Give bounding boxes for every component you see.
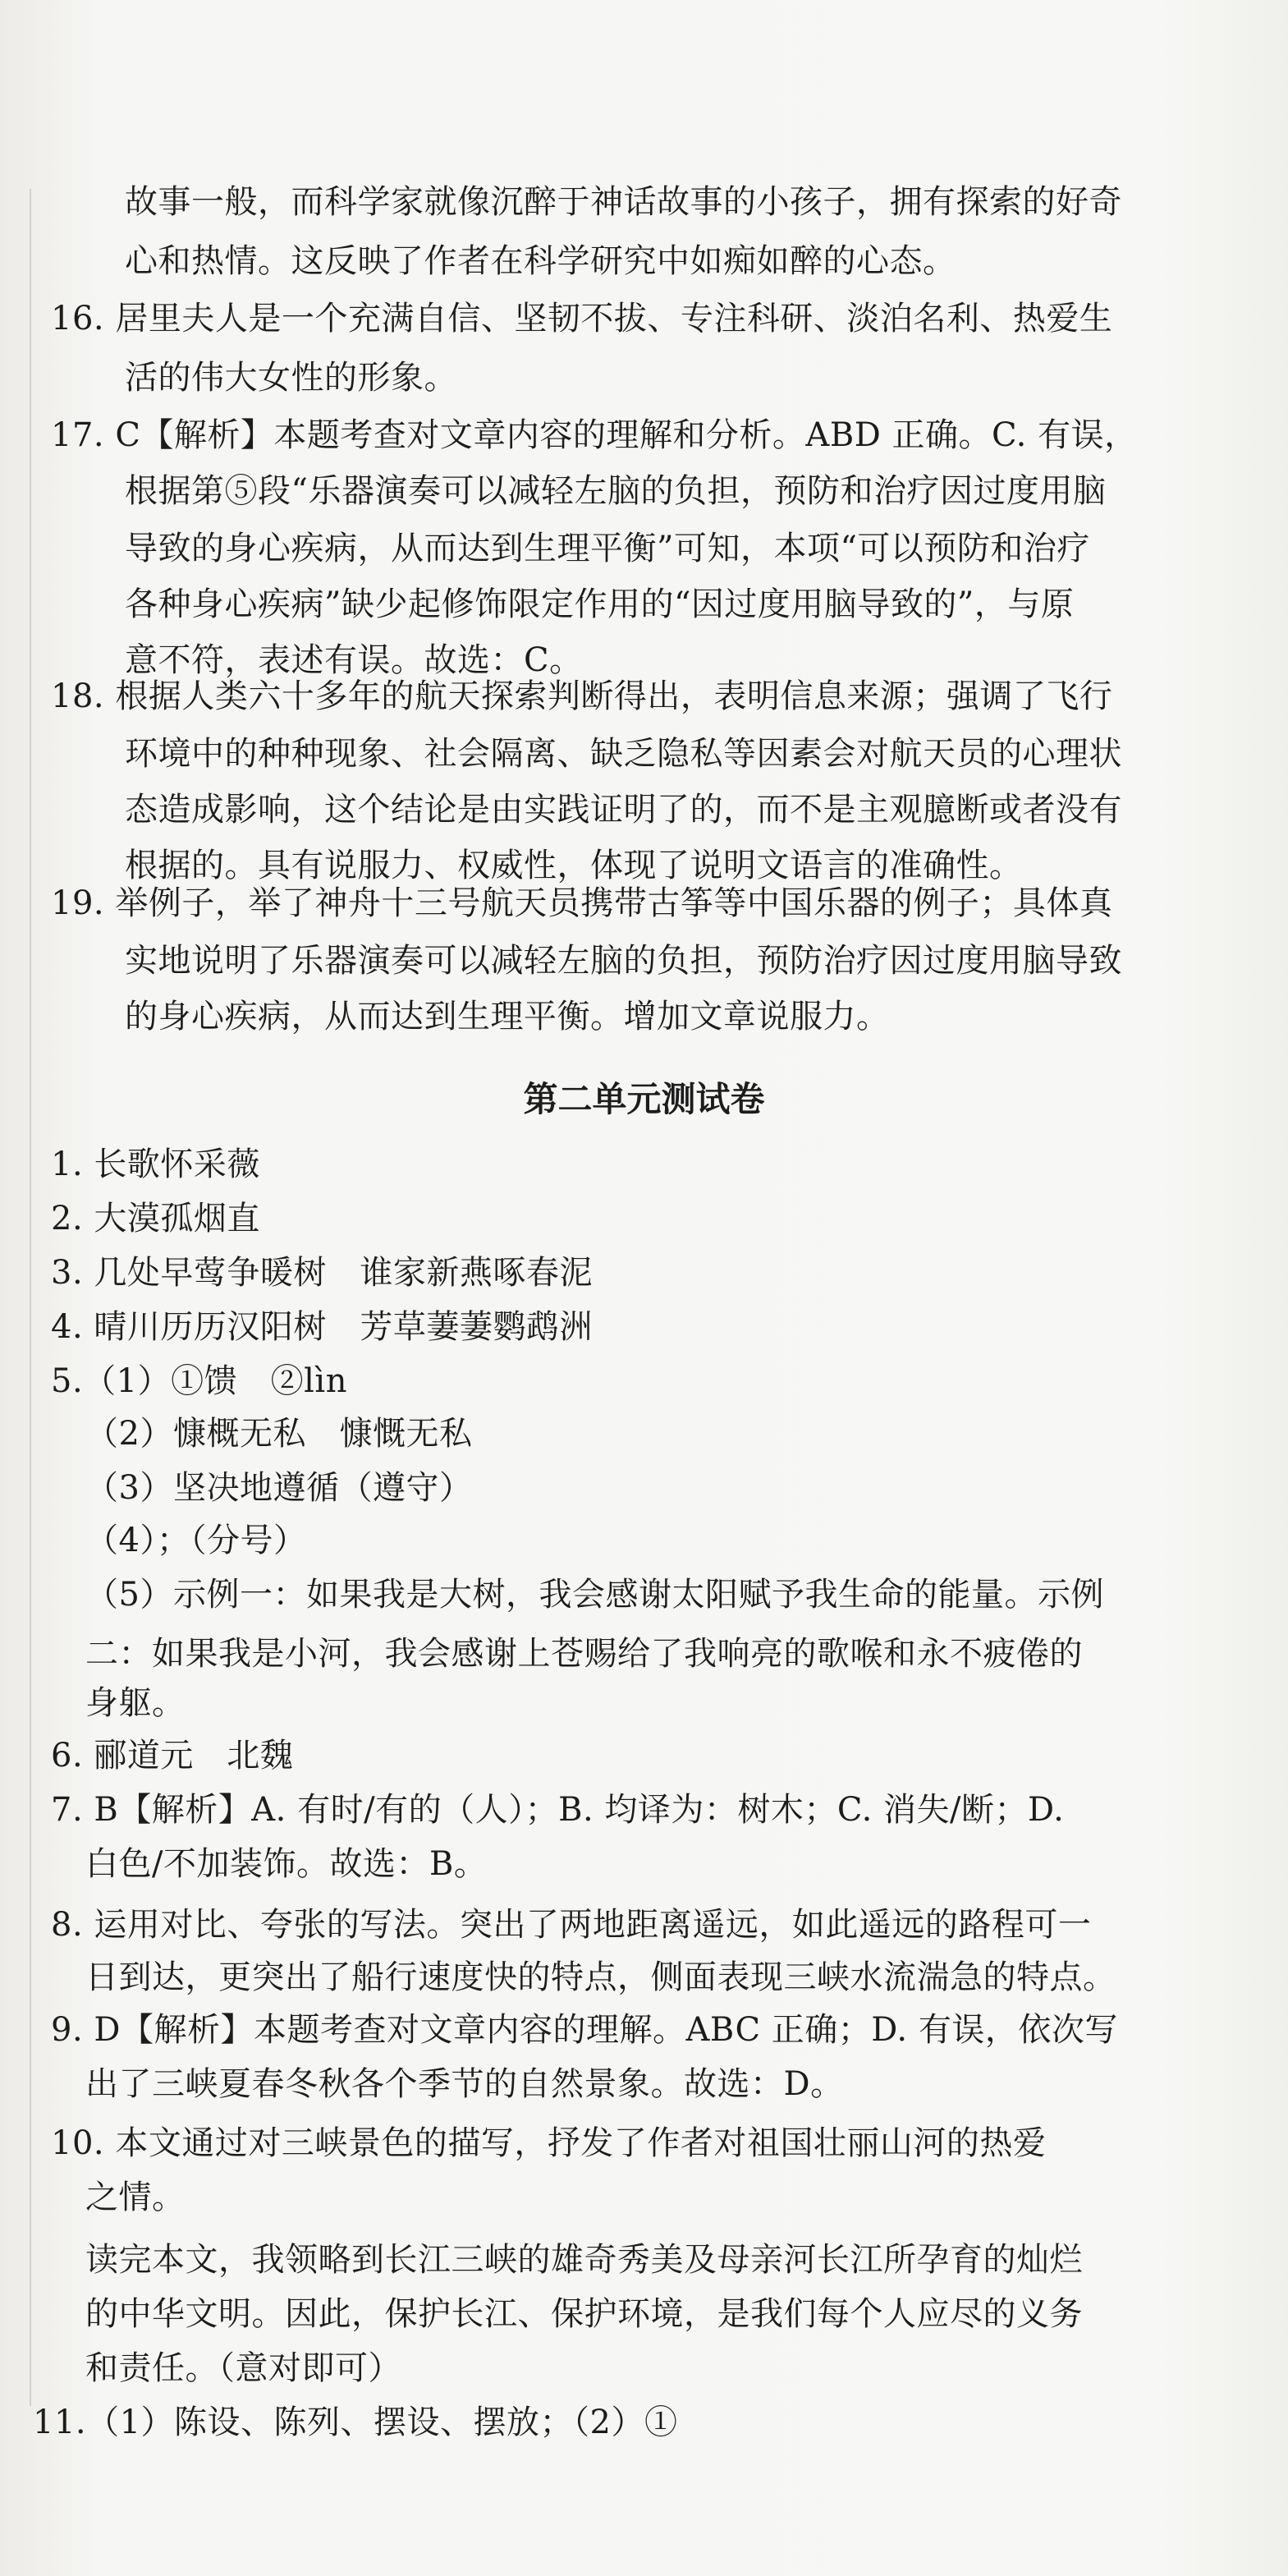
text-line: 6. 郦道元 北魏 [51, 1737, 294, 1775]
text-line: 9. D【解析】本题考查对文章内容的理解。ABC 正确；D. 有误，依次写 [51, 2011, 1118, 2049]
text-line: 18. 根据人类六十多年的航天探索判断得出，表明信息来源；强调了飞行 [51, 677, 1113, 715]
text-line: 4. 晴川历历汉阳树 芳草萋萋鹦鹉洲 [51, 1308, 593, 1346]
text-line: 2. 大漠孤烟直 [51, 1200, 260, 1237]
text-line: 10. 本文通过对三峡景色的描写，抒发了作者对祖国壮丽山河的热爱 [51, 2124, 1047, 2162]
text-line: 16. 居里夫人是一个充满自信、坚韧不拔、专注科研、淡泊名利、热爱生 [51, 300, 1113, 337]
text-line: 17. C【解析】本题考查对文章内容的理解和分析。ABD 正确。C. 有误， [51, 416, 1138, 454]
text-line: 故事一般，而科学家就像沉醉于神话故事的小孩子，拥有探索的好奇 [125, 183, 1122, 221]
text-line: 各种身心疾病”缺少起修饰限定作用的“因过度用脑导致的”，与原 [125, 585, 1075, 623]
text-line: 1. 长歌怀采薇 [51, 1146, 260, 1183]
section-title: 第二单元测试卷 [523, 1079, 765, 1119]
text-line: 和责任。（意对即可） [85, 2349, 401, 2387]
page-edge-shadow [30, 189, 31, 2406]
text-line: 7. B【解析】A. 有时/有的（人）；B. 均译为：树木；C. 消失/断；D. [51, 1791, 1065, 1829]
text-line: 的身心疾病，从而达到生理平衡。增加文章说服力。 [125, 998, 890, 1035]
text-line: 之情。 [85, 2179, 186, 2216]
text-line: 根据的。具有说服力、权威性，体现了说明文语言的准确性。 [125, 847, 1023, 884]
text-line: 11.（1）陈设、陈列、摆设、摆放；（2）① [33, 2404, 678, 2441]
text-line: 意不符，表述有误。故选：C。 [125, 641, 583, 679]
text-line: 活的伟大女性的形象。 [125, 359, 457, 397]
text-line: 实地说明了乐器演奏可以减轻左脑的负担，预防治疗因过度用脑导致 [125, 942, 1122, 980]
text-line: （2）慷概无私 慷慨无私 [85, 1415, 473, 1453]
text-line: 5.（1）①馈 ②lìn [51, 1362, 347, 1400]
text-line: 3. 几处早莺争暖树 谁家新燕啄春泥 [51, 1254, 593, 1292]
text-line: 二：如果我是小河，我会感谢上苍赐给了我响亮的歌喉和永不疲倦的 [85, 1635, 1083, 1673]
text-line: 19. 举例子，举了神舟十三号航天员携带古筝等中国乐器的例子；具体真 [51, 884, 1113, 922]
text-line: （4）；（分号） [85, 1522, 307, 1559]
text-line: 根据第⑤段“乐器演奏可以减轻左脑的负担，预防和治疗因过度用脑 [125, 472, 1107, 510]
text-line: 的中华文明。因此，保护长江、保护环境，是我们每个人应尽的义务 [85, 2295, 1083, 2333]
text-line: 心和热情。这反映了作者在科学研究中如痴如醉的心态。 [125, 242, 956, 280]
text-line: 导致的身心疾病，从而达到生理平衡”可知，本项“可以预防和治疗 [125, 530, 1090, 567]
text-line: 8. 运用对比、夸张的写法。突出了两地距离遥远，如此遥远的路程可一 [51, 1906, 1092, 1944]
text-line: 白色/不加装饰。故选：B。 [85, 1845, 488, 1883]
text-line: （3）坚决地遵循（遵守） [85, 1469, 473, 1507]
text-line: 态造成影响，这个结论是由实践证明了的，而不是主观臆断或者没有 [125, 791, 1122, 829]
text-line: （5）示例一：如果我是大树，我会感谢太阳赋予我生命的能量。示例 [85, 1576, 1104, 1614]
text-line: 出了三峡夏春冬秋各个季节的自然景象。故选：D。 [85, 2065, 844, 2103]
text-line: 读完本文，我领略到长江三峡的雄奇秀美及母亲河长江所孕育的灿烂 [85, 2241, 1083, 2279]
text-line: 环境中的种种现象、社会隔离、缺乏隐私等因素会对航天员的心理状 [125, 735, 1122, 773]
text-line: 身躯。 [85, 1684, 186, 1722]
text-line: 日到达，更突出了船行速度快的特点，侧面表现三峡水流湍急的特点。 [85, 1958, 1116, 1996]
